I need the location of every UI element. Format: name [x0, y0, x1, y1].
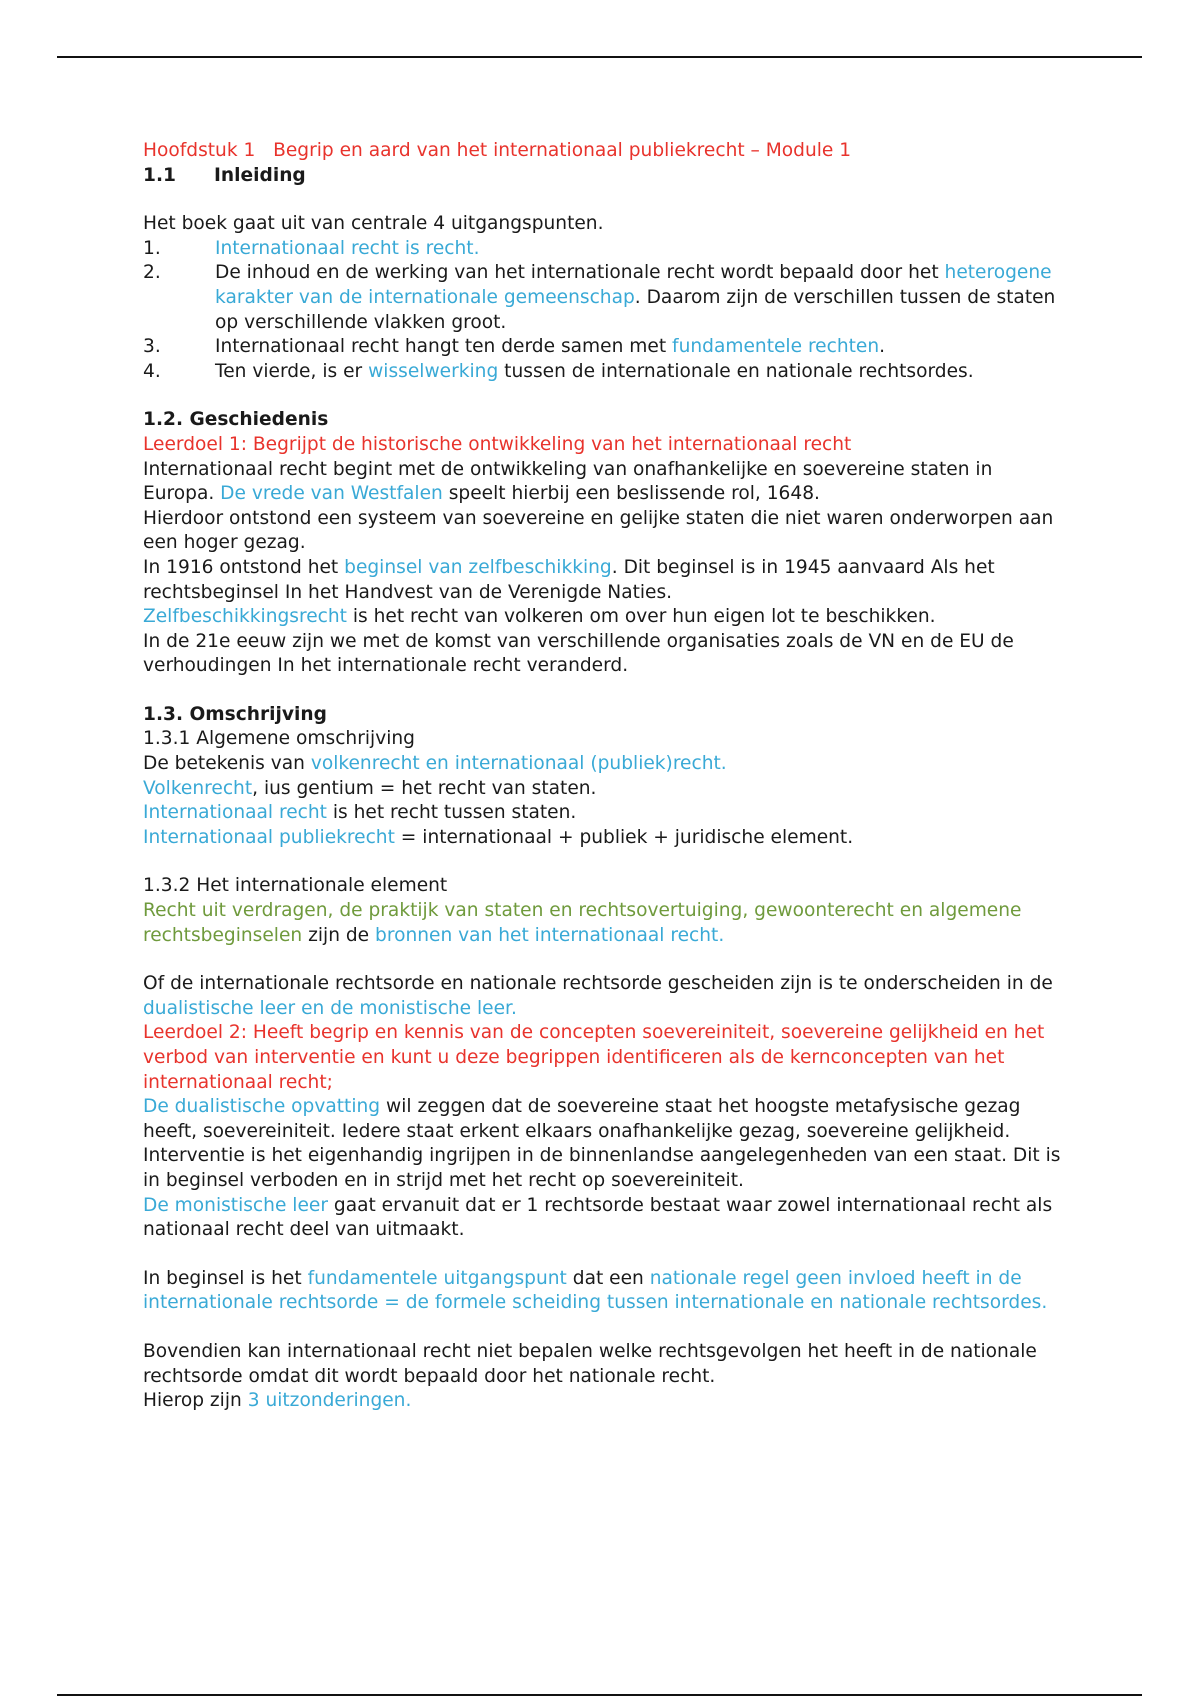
chapter-label: Hoofdstuk 1 [143, 140, 256, 161]
paragraph: Zelfbeschikkingsrecht is het recht van volkeren om over hun eigen lot te beschikken. [143, 606, 936, 628]
list-item: 3. Internationaal recht hangt ten derde samen met fundamentele rechten. [143, 336, 886, 358]
paragraph: Bovendien kan internationaal recht niet bepalen welke rechtsgevolgen het heeft in de nationale rechtsorde omdat dit wordt bepaald door het nationale recht. [143, 1340, 1037, 1387]
paragraph: Recht uit verdragen, de praktijk van staten en rechtsovertuiging, gewoonterecht en algemene rechtsbeginselen zijn de bronnen van het internationaal recht. [143, 900, 1022, 946]
paragraph: De betekenis van volkenrecht en internationaal (publiek)recht. [143, 753, 727, 775]
list-item: 1. Internationaal recht is recht. [143, 237, 480, 259]
paragraph: Internationaal publiekrecht = internationaal + publiek + juridische element. [143, 826, 854, 848]
section-heading-1-1: 1.1 Inleiding [143, 164, 306, 186]
document-body [143, 139, 1063, 1414]
list-item: 2. De inhoud en de werking van het internationale recht wordt bepaald door het heterogene karakter van de internationale gemeenschap. Daarom zijn de verschillen tussen de staten op verschillende vlakken groot. [143, 262, 1056, 333]
learning-goal-1: Leerdoel 1: Begrijpt de historische ontwikkeling van het internationaal recht [143, 433, 852, 455]
learning-goal-2: Leerdoel 2: Heeft begrip en kennis van de concepten soevereiniteit, soevereine gelijkheid en het verbod van interventie en kunt u deze begrippen identificeren als de kernconcepten van het internationaal recht; [143, 1022, 1045, 1093]
section-heading-1-3: 1.3. Omschrijving [143, 703, 327, 725]
bottom-rule [57, 1694, 1142, 1696]
subsection-heading-1-3-2: 1.3.2 Het internationale element [143, 875, 448, 897]
intro-text: Het boek gaat uit van centrale 4 uitgangspunten. [143, 213, 604, 235]
paragraph: Volkenrecht, ius gentium = het recht van staten. [143, 777, 597, 799]
list-item: 4. Ten vierde, is er wisselwerking tussen de internationale en nationale rechtsordes. [143, 360, 974, 382]
paragraph: In beginsel is het fundamentele uitgangspunt dat een nationale regel geen invloed heeft in de internationale rechtsorde = de formele scheiding tussen internationale en nationale rechtsordes. [143, 1267, 1048, 1314]
paragraph: Internationaal recht is het recht tussen staten. [143, 802, 577, 824]
paragraph: In de 21e eeuw zijn we met de komst van verschillende organisaties zoals de VN en de EU de verhoudingen In het internationale recht veranderd. [143, 630, 1014, 677]
subsection-heading-1-3-1: 1.3.1 Algemene omschrijving [143, 728, 415, 750]
top-rule [57, 56, 1142, 58]
paragraph: Hierop zijn 3 uitzonderingen. [143, 1390, 412, 1412]
paragraph: De dualistische opvatting wil zeggen dat de soevereine staat het hoogste metafysische gezag heeft, soevereiniteit. Iedere staat erkent elkaars onafhankelijke gezag, soevereine gelijkheid. Interventie is het eigenhandig ingrijpen in de binnenlandse aangelegenheden van een staat. Dit is in beginsel verboden en in strijd met het recht op soevereiniteit. [143, 1096, 1061, 1191]
paragraph: Of de internationale rechtsorde en nationale rechtsorde gescheiden zijn is te onderscheiden in de dualistische leer en de monistische leer. [143, 973, 1053, 1019]
chapter-title: Begrip en aard van het internationaal publiekrecht – Module 1 [273, 140, 852, 161]
section-heading-1-2: 1.2. Geschiedenis [143, 409, 329, 431]
paragraph: Hierdoor ontstond een systeem van soevereine en gelijke staten die niet waren onderworpen aan een hoger gezag. [143, 507, 1054, 554]
paragraph: Internationaal recht begint met de ontwikkeling van onafhankelijke en soevereine staten in Europa. De vrede van Westfalen speelt hierbij een beslissende rol, 1648. [143, 458, 993, 505]
paragraph: De monistische leer gaat ervanuit dat er 1 rechtsorde bestaat waar zowel internationaal recht als nationaal recht deel van uitmaakt. [143, 1194, 1053, 1241]
chapter-heading [143, 139, 1063, 164]
paragraph: In 1916 ontstond het beginsel van zelfbeschikking. Dit beginsel is in 1945 aanvaard Als het rechtsbeginsel In het Handvest van de Verenigde Naties. [143, 556, 995, 603]
